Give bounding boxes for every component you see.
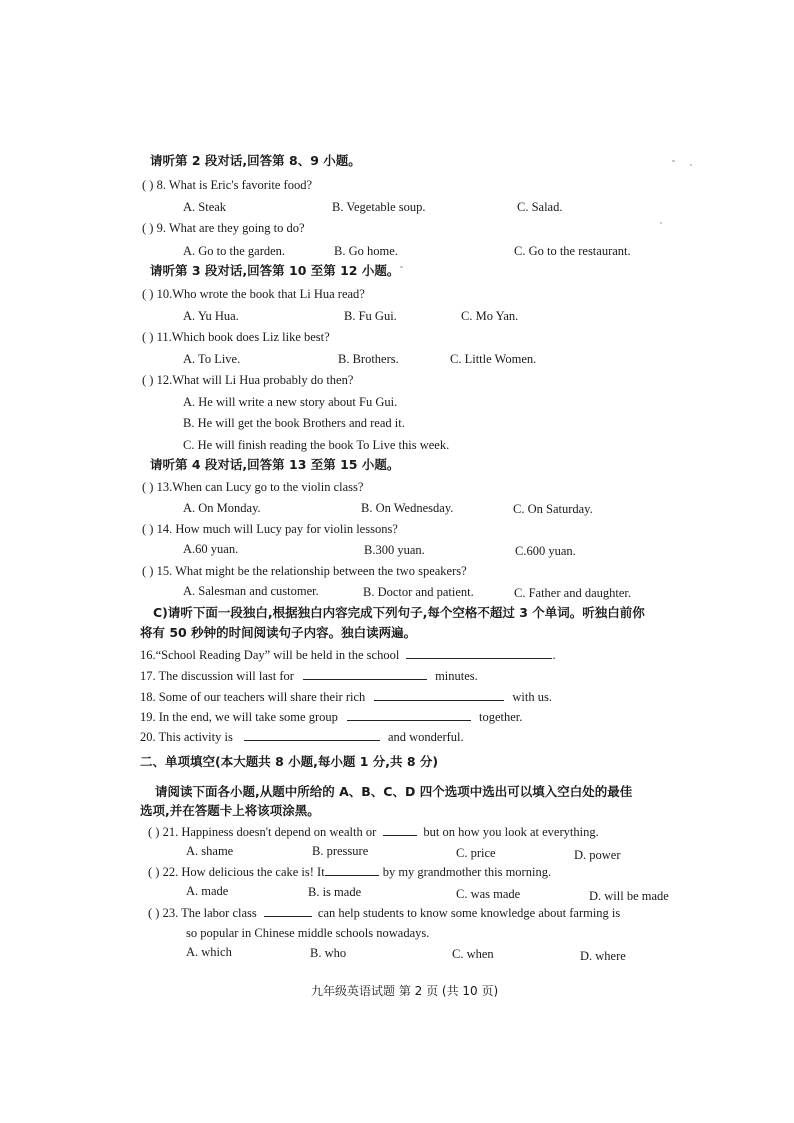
option-c: C. when	[452, 947, 494, 961]
option-c: C. price	[456, 846, 496, 860]
option-b: B. Vegetable soup.	[332, 200, 426, 214]
fill-in-question: 19. In the end, we will take some group together.	[140, 710, 523, 724]
scan-speck	[672, 160, 675, 162]
option-a: A. He will write a new story about Fu Gui.	[183, 395, 398, 409]
question-stem: ( ) 8. What is Eric's favorite food?	[142, 178, 313, 192]
answer-blank[interactable]	[347, 708, 471, 721]
option-a: A. Go to the garden.	[183, 244, 286, 258]
scan-speck	[660, 222, 662, 224]
option-c: C. He will finish reading the book To Live this week.	[183, 438, 450, 452]
option-c: C. was made	[456, 887, 521, 901]
section-instruction: 请听第 4 段对话,回答第 13 至第 15 小题。	[150, 457, 400, 472]
question-stem: ( ) 15. What might be the relationship between the two speakers?	[142, 564, 467, 578]
option-b: B. who	[310, 946, 347, 960]
scan-speck	[400, 266, 403, 268]
answer-blank[interactable]	[406, 646, 552, 659]
option-d: D. will be made	[589, 889, 669, 903]
part-instruction-cont: 选项,并在答题卡上将该项涂黑。	[140, 803, 320, 818]
scan-speck	[690, 164, 692, 166]
part-instruction: 请阅读下面各小题,从题中所给的 A、B、C、D 四个选项中选出可以填入空白处的最佳	[155, 784, 633, 799]
option-c: C. Go to the restaurant.	[514, 244, 631, 258]
answer-blank[interactable]	[325, 863, 379, 876]
answer-blank[interactable]	[303, 667, 427, 680]
question-text: 16.“School Reading Day” will be held in the school	[140, 648, 400, 662]
section-instruction-cont: 将有 50 秒钟的时间阅读句子内容。独白读两遍。	[140, 625, 417, 640]
question-stem: ( ) 23. The labor class can help students to know some knowledge about farming is	[148, 906, 621, 920]
fill-in-question: 16.“School Reading Day” will be held in the school .	[140, 648, 556, 662]
part-heading: 二、单项填空(本大题共 8 小题,每小题 1 分,共 8 分)	[140, 754, 439, 769]
question-stem: ( ) 21. Happiness doesn't depend on wealth or but on how you look at everything.	[148, 825, 599, 839]
option-a: A. Yu Hua.	[183, 309, 239, 323]
question-stem: ( ) 12.What will Li Hua probably do then?	[142, 373, 354, 387]
option-c: C. Salad.	[517, 200, 563, 214]
option-b: B. On Wednesday.	[361, 501, 454, 515]
option-b: B.300 yuan.	[364, 543, 425, 557]
question-stem: ( ) 14. How much will Lucy pay for violin lessons?	[142, 522, 398, 536]
section-instruction: C)请听下面一段独白,根据独白内容完成下列句子,每个空格不超过 3 个单词。听独白前你	[153, 605, 645, 620]
fill-in-question: 17. The discussion will last for minutes.	[140, 669, 478, 683]
option-b: B. Doctor and patient.	[363, 585, 474, 599]
option-a: A. On Monday.	[183, 501, 261, 515]
option-a: A. Salesman and customer.	[183, 584, 319, 598]
option-a: A. To Live.	[183, 352, 241, 366]
option-a: A. shame	[186, 844, 234, 858]
option-a: A. made	[186, 884, 229, 898]
question-text: 20. This activity is	[140, 730, 233, 744]
question-stem: ( ) 11.Which book does Liz like best?	[142, 330, 330, 344]
fill-in-question: 18. Some of our teachers will share their rich with us.	[140, 690, 552, 704]
fill-in-question: 20. This activity is and wonderful.	[140, 730, 464, 744]
option-b: B. is made	[308, 885, 362, 899]
option-d: D. where	[580, 949, 626, 963]
option-b: B. He will get the book Brothers and read it.	[183, 416, 405, 430]
section-instruction: 请听第 2 段对话,回答第 8、9 小题。	[150, 153, 361, 168]
option-c: C. On Saturday.	[513, 502, 593, 516]
option-a: A.60 yuan.	[183, 542, 239, 556]
question-stem: ( ) 9. What are they going to do?	[142, 221, 305, 235]
option-c: C. Father and daughter.	[514, 586, 631, 600]
question-stem: ( ) 13.When can Lucy go to the violin class?	[142, 480, 364, 494]
option-b: B. pressure	[312, 844, 369, 858]
question-stem: ( ) 22. How delicious the cake is! It by my grandmother this morning.	[148, 865, 552, 879]
option-a: A. Steak	[183, 200, 227, 214]
answer-blank[interactable]	[383, 823, 417, 836]
option-a: A. which	[186, 945, 232, 959]
option-c: C.600 yuan.	[515, 544, 576, 558]
question-stem-cont: so popular in Chinese middle schools nowadays.	[186, 926, 430, 940]
question-text: 18. Some of our teachers will share their rich	[140, 690, 366, 704]
option-d: D. power	[574, 848, 621, 862]
question-stem: ( ) 10.Who wrote the book that Li Hua read?	[142, 287, 365, 301]
option-b: B. Fu Gui.	[344, 309, 397, 323]
question-text: 19. In the end, we will take some group	[140, 710, 338, 724]
question-text: 17. The discussion will last for	[140, 669, 294, 683]
answer-blank[interactable]	[244, 728, 380, 741]
option-b: B. Brothers.	[338, 352, 399, 366]
option-c: C. Little Women.	[450, 352, 537, 366]
section-instruction: 请听第 3 段对话,回答第 10 至第 12 小题。	[150, 263, 400, 278]
page-footer: 九年级英语试题 第 2 页 (共 10 页)	[311, 984, 499, 998]
answer-blank[interactable]	[264, 904, 312, 917]
option-b: B. Go home.	[334, 244, 398, 258]
answer-blank[interactable]	[374, 688, 504, 701]
option-c: C. Mo Yan.	[461, 309, 519, 323]
